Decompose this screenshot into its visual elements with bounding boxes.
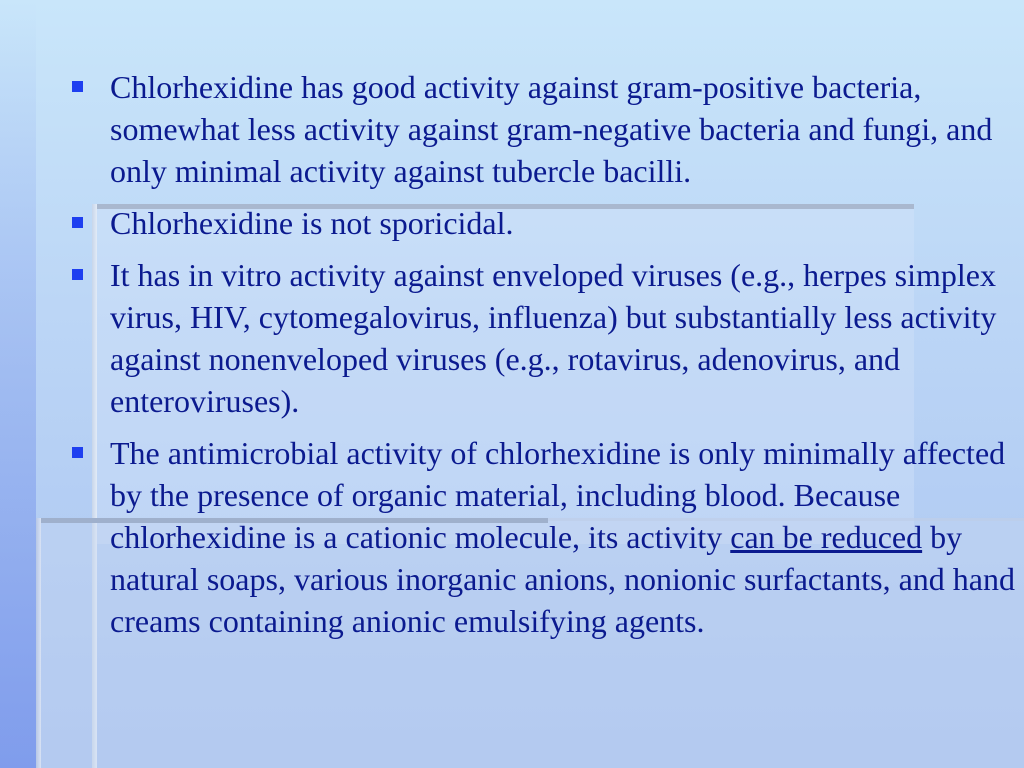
bullet-text: Chlorhexidine has good activity against gram-positive bacteria, somewhat less activity against gram-negative bacteria and fungi, and only minimal activity against tubercle bacilli.: [110, 69, 993, 189]
square-bullet-icon: [72, 81, 83, 92]
square-bullet-icon: [72, 447, 83, 458]
slide-bullet-list: [72, 66, 1018, 652]
background-left-strip: [0, 0, 36, 768]
square-bullet-icon: [72, 269, 83, 280]
bullet-item: [72, 202, 1018, 244]
background-panel-lower-left-border: [36, 518, 41, 768]
bullet-text-end: by natural soaps, various inorganic anions, nonionic surfactants, and hand creams containing anionic emulsifying agents.: [110, 519, 1015, 639]
bullet-text: Chlorhexidine is not sporicidal.: [110, 205, 514, 241]
bullet-item: [72, 432, 1018, 642]
bullet-text: It has in vitro activity against enveloped viruses (e.g., herpes simplex virus, HIV, cytomegalovirus, influenza) but substantially less activity against nonenveloped viruses (e.g., rotavirus, adenovirus, and enteroviruses).: [110, 257, 997, 419]
square-bullet-icon: [72, 217, 83, 228]
bullet-text-start: The antimicrobial activity of chlorhexidine is only minimally affected by the presence of organic material, including blood. Because chlorhexidine is a cationic molecule, its activity: [110, 435, 1006, 555]
underlined-phrase: can be reduced: [730, 519, 923, 555]
bullet-item: [72, 66, 1018, 192]
bullet-item: [72, 254, 1018, 422]
